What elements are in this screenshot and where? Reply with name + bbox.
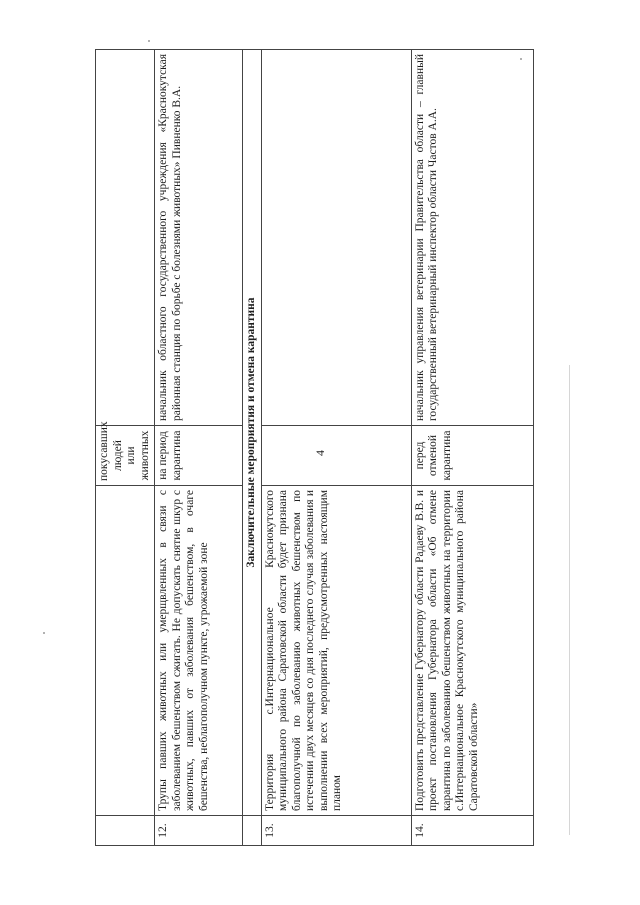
page-number: 4: [313, 450, 327, 456]
table-row: [155, 50, 243, 846]
action-cell: Территория с.Интернациональное Краснокутского муниципального района Саратовской области будет признана благополучной по заболеванию животных бешенством по истечении двух месяцев со дня последнего случая заболевания и выполнении всех мероприятий, предусмотренных настоящим планом: [261, 486, 411, 816]
action-cell: Трупы павших животных или умерщвленных в связи с заболеванием бешенством сжигать. Не допускать снятие шкур с животных, павших от заболевания бешенством, в очаге бешенства, неблагополучном пункте, угрожаемой зоне: [155, 486, 243, 816]
section-heading-row: [243, 50, 262, 846]
rotated-page-content: [95, 50, 526, 846]
row-number: 14.: [411, 816, 533, 846]
heading-spacer-cell: [243, 816, 262, 846]
table-row: [96, 50, 155, 846]
responsible-cell: [96, 50, 155, 426]
table-row: [261, 50, 411, 846]
row-number: [96, 816, 155, 846]
deadline-cell: перед отменой карантина: [411, 426, 533, 486]
deadline-cell: на период карантина: [155, 426, 243, 486]
deadline-cell: покусавших людей или животных: [96, 426, 155, 486]
deadline-cell: [261, 426, 411, 486]
action-cell: Подготовить представление Губернатору области Радаеву В.В. и проект постановления Губернатора области «Об отмене карантина по заболеванию бешенством животных на территории с.Интернациональное Краснокутского муниципального района Саратовской области»: [411, 486, 533, 816]
responsible-cell: начальник областного государственного учреждения «Краснокутская районная станция по борьбе с болезнями животных» Пивненко В.А.: [155, 50, 243, 426]
action-cell: [96, 486, 155, 816]
responsible-cell: [261, 50, 411, 426]
action-plan-table: [95, 49, 534, 846]
row-number: 12.: [155, 816, 243, 846]
responsible-cell: начальник управления ветеринарии Правительства области – главный государственный ветеринарный инспектор области Частов А.А.: [411, 50, 533, 426]
scan-speck: [43, 632, 45, 634]
scan-line: [569, 365, 570, 835]
section-heading: Заключительные мероприятия и отмена карантина: [243, 50, 262, 816]
table-row: [411, 50, 533, 846]
row-number: 13.: [261, 816, 411, 846]
scan-speck: [148, 40, 150, 42]
